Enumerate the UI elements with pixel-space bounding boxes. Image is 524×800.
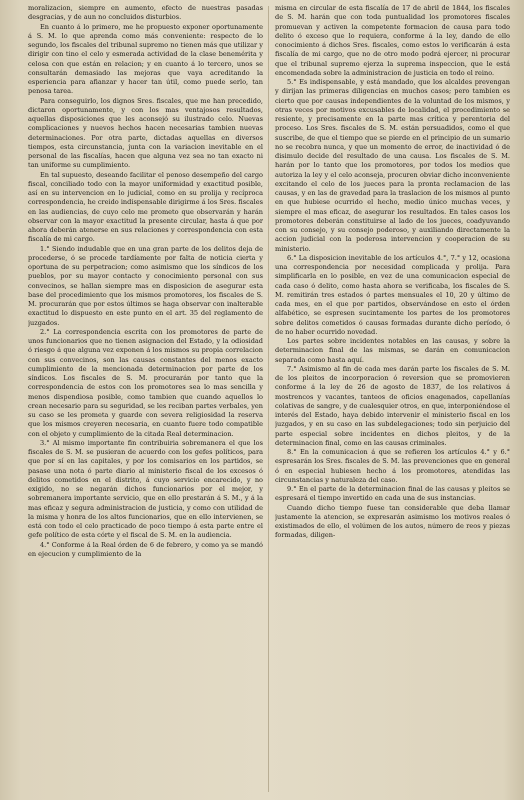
paragraph: 6.° La disposicion inevitable de los artículos 4.°, 7.° y 12, ocasiona una correspondencia por necesidad complicada y prolija. Para simplificarla en lo posible, en vez de una comunicacion especial de cada caso ó delito, como hasta ahora se verificaba, los fiscales de S. M. remitirán tres estados ó partes mensuales el 10, 20 y último de cada mes, en el que por partidos, observándose en esto el órden alfabético, se espresen sucintamente los partes de los promotores sobre delitos cometidos ó causas formadas durante dicho período, ó de no haber ocurrido novedad. (275, 253, 510, 336)
paragraph: Cuando dicho tiempo fuese tan considerable que deba llamar justamente la atencion, se expresarán asimismo los motivos reales ó existimados de ello, el volúmen de los autos, número de reos y piezas formadas, diligen- (275, 503, 510, 540)
paragraph: misma en circular de esta fiscalía de 17 de abril de 1844, los fiscales de S. M. harán que con toda puntualidad los promotores fiscales promuevan y activen la competente formacion de causa para todo delito ó exceso que lo requiera, conforme á la ley, dando de ello conocimiento á dichos Sres. fiscales, como estos lo verificarán á esta fiscalía de mi cargo, que no de otro modo podrá ejercer, ni procurar que el tribunal supremo ejerza la suprema inspeccion, que le está encomendada sobre la administracion de justicia en todo el reino. (275, 4, 510, 77)
paragraph: 7.° Asimismo al fin de cada mes darán parte los fiscales de S. M. de los pleitos de incorporacion ó reversion que se promovieren conforme á la ley de 26 de agosto de 1837, de los relativos á mostrencos y vacantes, tanteos de oficios enagenados, capellanías colativas de sangre, y de cualesquier otros, en que, interponiéndose el interés del Estado, haya debido intervenir el ministerio fiscal en los juzgados, y en su caso en las subdelegaciones; todo sin perjuicio del parte especial sobre incidentes en dichos pleitos, y de la determinacion final, como en las causas criminales. (275, 364, 510, 447)
paragraph: 3.° Al mismo importante fin contribuiria sobremanera el que los fiscales de S. M. se pusieran de acuerdo con los gefes políticos, para que por sí en las capitales, y por los comisarios en los partidos, se pasase una nota ó parte diario al ministerio fiscal de los excesos ó delitos cometidos en el distrito, á cuyo servicio encarecido, y no exigido, no se negarán dichos funcionarios por el mejor, y sobremanera importante servicio, que en ello prestarán á S. M., y á la mas eficaz y segura administracion de justicia, y como con utilidad de la misma y honra de los altos funcionarios, que en ello intervienen, se está con todo el celo practicado de poco tiempo á esta parte entre el gefe político de esta córte y el fiscal de S. M. en la audiencia. (28, 438, 263, 540)
paragraph: 4.° Conforme á la Real órden de 6 de febrero, y como ya se mandó en ejecucion y cumplimiento de la (28, 540, 263, 558)
paragraph: Para conseguirlo, los dignos Sres. fiscales, que me han precedido, dictaron oportunamente, y con los mas ventajosos resultados, aquellas disposiciones que les aconsejó su ilustrado celo. Nuevas complicaciones y nuevos hechos hacen necesarias tambien nuevas determinaciones. Por otra parte, dictadas aquellas en diversos tiempos, esta circunstancia, junta con la variacion inevitable en el personal de las fiscalías, hacen que alguna vez sea no tan exacto ni tan uniforme su cumplimiento. (28, 96, 263, 170)
paragraph: En tal supuesto, deseando facilitar el penoso desempeño del cargo fiscal, conciliado todo con la mayor uniformidad y exactitud posible, así en su intervencion en lo judicial, como en su prolija y recíproca correspondencia, he creido indispensable dirigirme á los Sres. fiscales en las audiencias, de cuyo celo me prometo que observarán y harán observar con la mayor exactitud la presente circular, hasta á que por ahora deberán atenerse en sus relaciones y correspondencia con esta fiscalía de mi cargo. (28, 170, 263, 244)
paragraph: 2.° La correspondencia escrita con los promotores de parte de unos funcionarios que no tienen asignacion del Estado, y la odiosidad ó riesgo á que alguna vez exponen á los mismos su propia correlacion con sus convecinos, son las causas constantes del menos exacto cumplimiento de la mencionada determinacion por parte de los síndicos. Los fiscales de S. M. procurarán por tanto que la correspondencia de estos con los promotores sea lo mas sencilla y menos dispendiosa posible, como tambien que cuando aquellos lo crean necesario para su seguridad, se les reciban partes verbales, yen su caso se les prometa y guarde con severa religiosidad la reserva que los mismos creyeren necesaria, en cuanto fuere todo compatible con el objeto y cumplimiento de la citada Real determinacion. (28, 327, 263, 438)
paragraph: 1.° Siendo indudable que en una gran parte de los delitos deja de procederse, ó se procede tardíamente por falta de noticia cierta y oportuna de su perpetracion; como asimismo que los síndicos de los pueblos, por su mayor contacto y conocimiento personal con sus convecinos, se hallan siempre mas en disposicion de asegurar esta base del procedimiento que los mismos promotores, los fiscales de S. M. procurarán que por estos últimos se haga observar con inalterable exactitud lo dispuesto en este punto en el art. 35 del reglamento de juzgados. (28, 244, 263, 327)
paragraph: moralizacion, siempre en aumento, efecto de nuestras pasadas desgracias, y de aun no concluidos disturbios. (28, 4, 263, 22)
paragraph: 8.° En la comunicacion á que se refieren los artículos 4.° y 6.° espresarán los Sres. fiscales de S. M. las prevenciones que en general ó en especial hubiesen hecho á los promotores, atendidas las circunstancias y naturaleza del caso. (275, 448, 510, 484)
paragraph: 5.° Es indispensable, y está mandado, que los alcaldes prevengan y dirijan las primeras diligencias en muchos casos; pero tambien es cierto que por causas independientes de la voluntad de los mismos, y otras veces por motivos excusables de localidad, el procedimiento se resiente, y precisamente en la parte mas crítica y perentoria del proceso. Los Sres. fiscales de S. M. están persuadidos, como el que suscribe, de que el tiempo que se pierde en el principio de un sumario no se recobra nunca, y que un momento de error, de inactividad ó de disimulo decide del resultado de una causa. Los fiscales de S. M. harán por lo tanto que los promotores, por todos los medios que autoriza la ley y el celo aconseja, procuren obviar dicho inconveniente excitando el celo de los jueces para la pronta reclamacion de las causas, y en las de gravedad para la traslacion de los mismos al punto en que hubiese ocurrido el hecho, medio único muchas veces, y siempre el mas eficaz, de asegurar los resultados. En tales casos los promotores deberán constituirse al lado de los jueces, coadyuvando con su consejo, y su consejo poderoso, y auxiliando directamente la accion judicial con la poderosa intervencion y cooperacion de su ministerio. (275, 78, 510, 253)
paragraph: Los partes sobre incidentes notables en las causas, y sobre la determinacion final de las mismas, se darán en comunicacion separada como hasta aquí. (275, 337, 510, 364)
paragraph: 9.° En el parte de la determinacion final de las causas y pleitos se espresará el tiempo invertido en cada una de sus instancias. (275, 485, 510, 503)
right-column (275, 4, 510, 794)
column-divider (268, 6, 269, 792)
paragraph: En cuanto á lo primero, me he propuesto exponer oportunamente á S. M. lo que aprenda como más conveniente: respecto de lo segundo, los fiscales del tribunal supremo no tienen más que utilizar y dirigir con tino el celo y esmerada actividad de la clase benemérita y celosa con que están en relacion; y en cuanto á lo tercero, unos se consultarán demasiado las mejoras que vaya acreditando la esperiencia para afianzar y hacer tan útil, como puede serlo, tan penosa tarea. (28, 22, 263, 96)
text-columns (28, 4, 510, 794)
left-column (28, 4, 263, 794)
